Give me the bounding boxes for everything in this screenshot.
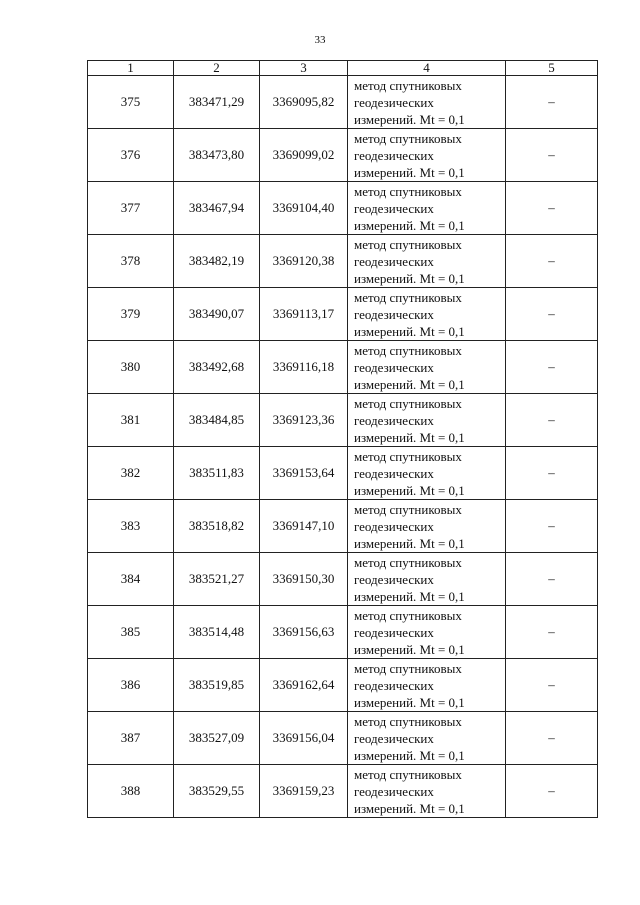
method-line-1: метод спутниковых [354, 607, 462, 623]
y-coordinate-cell: 3369156,04 [260, 712, 348, 765]
y-coordinate-cell: 3369159,23 [260, 765, 348, 818]
point-number-cell: 385 [88, 606, 174, 659]
point-number-cell: 388 [88, 765, 174, 818]
x-coordinate-cell: 383471,29 [174, 76, 260, 129]
point-number-cell: 380 [88, 341, 174, 394]
method-line-2: геодезических [354, 783, 434, 799]
x-coordinate-cell: 383511,83 [174, 447, 260, 500]
table-row [88, 712, 598, 765]
page-number: 33 [314, 34, 326, 46]
x-coordinate-cell: 383529,55 [174, 765, 260, 818]
note-cell: – [506, 447, 598, 500]
note-cell: – [506, 76, 598, 129]
x-coordinate-cell: 383518,82 [174, 500, 260, 553]
method-line-1: метод спутниковых [354, 448, 462, 464]
method-line-2: геодезических [354, 412, 434, 428]
method-line-3: измерений. Mt = 0,1 [354, 217, 465, 233]
note-cell: – [506, 712, 598, 765]
method-line-3: измерений. Mt = 0,1 [354, 376, 465, 392]
point-number-cell: 386 [88, 659, 174, 712]
point-number-cell: 376 [88, 129, 174, 182]
method-line-3: измерений. Mt = 0,1 [354, 800, 465, 816]
note-cell: – [506, 394, 598, 447]
x-coordinate-cell: 383492,68 [174, 341, 260, 394]
method-cell [348, 659, 506, 712]
point-number-cell: 382 [88, 447, 174, 500]
method-line-1: метод спутниковых [354, 395, 462, 411]
method-cell [348, 712, 506, 765]
table-row [88, 394, 598, 447]
note-cell: – [506, 129, 598, 182]
note-cell: – [506, 765, 598, 818]
method-line-1: метод спутниковых [354, 501, 462, 517]
method-line-3: измерений. Mt = 0,1 [354, 164, 465, 180]
table-row [88, 447, 598, 500]
note-cell: – [506, 235, 598, 288]
method-cell [348, 182, 506, 235]
method-cell [348, 500, 506, 553]
y-coordinate-cell: 3369123,36 [260, 394, 348, 447]
method-line-2: геодезических [354, 253, 434, 269]
header-col-3: 3 [260, 61, 348, 76]
table-row [88, 129, 598, 182]
method-line-1: метод спутниковых [354, 289, 462, 305]
method-cell [348, 235, 506, 288]
method-cell [348, 447, 506, 500]
point-number-cell: 381 [88, 394, 174, 447]
method-line-2: геодезических [354, 571, 434, 587]
table-row [88, 553, 598, 606]
method-line-1: метод спутниковых [354, 342, 462, 358]
method-line-2: геодезических [354, 147, 434, 163]
x-coordinate-cell: 383490,07 [174, 288, 260, 341]
x-coordinate-cell: 383527,09 [174, 712, 260, 765]
note-cell: – [506, 553, 598, 606]
method-line-1: метод спутниковых [354, 130, 462, 146]
method-line-3: измерений. Mt = 0,1 [354, 588, 465, 604]
method-line-2: геодезических [354, 359, 434, 375]
x-coordinate-cell: 383473,80 [174, 129, 260, 182]
point-number-cell: 378 [88, 235, 174, 288]
y-coordinate-cell: 3369099,02 [260, 129, 348, 182]
method-cell [348, 606, 506, 659]
x-coordinate-cell: 383467,94 [174, 182, 260, 235]
method-line-3: измерений. Mt = 0,1 [354, 323, 465, 339]
note-cell: – [506, 500, 598, 553]
table-row [88, 182, 598, 235]
header-col-5: 5 [506, 61, 598, 76]
method-line-3: измерений. Mt = 0,1 [354, 747, 465, 763]
y-coordinate-cell: 3369162,64 [260, 659, 348, 712]
point-number-cell: 377 [88, 182, 174, 235]
method-line-3: измерений. Mt = 0,1 [354, 694, 465, 710]
table-row [88, 341, 598, 394]
table-row [88, 606, 598, 659]
note-cell: – [506, 288, 598, 341]
y-coordinate-cell: 3369113,17 [260, 288, 348, 341]
method-line-3: измерений. Mt = 0,1 [354, 429, 465, 445]
table-row [88, 659, 598, 712]
method-line-1: метод спутниковых [354, 77, 462, 93]
note-cell: – [506, 182, 598, 235]
method-line-3: измерений. Mt = 0,1 [354, 111, 465, 127]
method-cell [348, 129, 506, 182]
y-coordinate-cell: 3369104,40 [260, 182, 348, 235]
method-line-2: геодезических [354, 94, 434, 110]
y-coordinate-cell: 3369153,64 [260, 447, 348, 500]
point-number-cell: 379 [88, 288, 174, 341]
method-line-1: метод спутниковых [354, 766, 462, 782]
header-col-1: 1 [88, 61, 174, 76]
method-cell [348, 76, 506, 129]
y-coordinate-cell: 3369116,18 [260, 341, 348, 394]
method-line-2: геодезических [354, 624, 434, 640]
point-number-cell: 384 [88, 553, 174, 606]
point-number-cell: 387 [88, 712, 174, 765]
method-line-1: метод спутниковых [354, 713, 462, 729]
method-line-2: геодезических [354, 677, 434, 693]
method-cell [348, 341, 506, 394]
method-line-3: измерений. Mt = 0,1 [354, 535, 465, 551]
coordinates-table [87, 60, 598, 818]
note-cell: – [506, 606, 598, 659]
method-line-2: геодезических [354, 518, 434, 534]
method-line-3: измерений. Mt = 0,1 [354, 482, 465, 498]
header-row [88, 61, 598, 76]
table-row [88, 76, 598, 129]
method-line-1: метод спутниковых [354, 236, 462, 252]
method-cell [348, 288, 506, 341]
method-line-3: измерений. Mt = 0,1 [354, 641, 465, 657]
table-row [88, 235, 598, 288]
method-line-2: геодезических [354, 200, 434, 216]
y-coordinate-cell: 3369156,63 [260, 606, 348, 659]
x-coordinate-cell: 383484,85 [174, 394, 260, 447]
method-cell [348, 553, 506, 606]
method-cell [348, 765, 506, 818]
table-body [88, 76, 598, 818]
table-row [88, 765, 598, 818]
point-number-cell: 375 [88, 76, 174, 129]
x-coordinate-cell: 383482,19 [174, 235, 260, 288]
method-line-1: метод спутниковых [354, 660, 462, 676]
table-row [88, 288, 598, 341]
note-cell: – [506, 341, 598, 394]
x-coordinate-cell: 383519,85 [174, 659, 260, 712]
y-coordinate-cell: 3369150,30 [260, 553, 348, 606]
x-coordinate-cell: 383514,48 [174, 606, 260, 659]
note-cell: – [506, 659, 598, 712]
x-coordinate-cell: 383521,27 [174, 553, 260, 606]
point-number-cell: 383 [88, 500, 174, 553]
header-col-4: 4 [348, 61, 506, 76]
method-line-2: геодезических [354, 306, 434, 322]
y-coordinate-cell: 3369147,10 [260, 500, 348, 553]
method-line-2: геодезических [354, 465, 434, 481]
method-cell [348, 394, 506, 447]
header-col-2: 2 [174, 61, 260, 76]
method-line-2: геодезических [354, 730, 434, 746]
y-coordinate-cell: 3369120,38 [260, 235, 348, 288]
method-line-1: метод спутниковых [354, 183, 462, 199]
table-row [88, 500, 598, 553]
y-coordinate-cell: 3369095,82 [260, 76, 348, 129]
method-line-3: измерений. Mt = 0,1 [354, 270, 465, 286]
method-line-1: метод спутниковых [354, 554, 462, 570]
